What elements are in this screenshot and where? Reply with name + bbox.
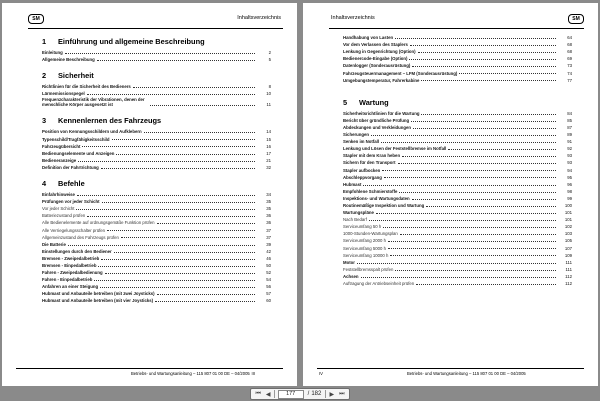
dot-leader bbox=[388, 248, 556, 249]
toc-entry[interactable] bbox=[42, 261, 271, 268]
page-separator: / bbox=[307, 391, 310, 397]
brand-logo: SM bbox=[568, 14, 584, 24]
toc-entry-title: Datenlogger (Sonderausrüstung) bbox=[343, 63, 411, 69]
toc-entry-title: Abschleppvorgang bbox=[343, 174, 382, 180]
toc-entry-title: Einstellungen durch den Bediener bbox=[42, 248, 112, 254]
toc-entry-title: Sichern für den Transport bbox=[343, 160, 396, 166]
toc-entry-page: 105 bbox=[564, 238, 572, 244]
toc-entry-title: Bedienercode-Eingabe (Option) bbox=[343, 56, 408, 62]
right-page bbox=[303, 3, 598, 386]
first-page-button[interactable]: ⏮ bbox=[255, 390, 261, 397]
toc-entry-page: 77 bbox=[567, 77, 572, 83]
toc-entry-title: Definition der Fahrtrichtung bbox=[42, 164, 99, 170]
toc-entry[interactable] bbox=[343, 109, 572, 116]
toc-entry-title: Die Batterie bbox=[42, 241, 66, 247]
toc-entry-page: 36 bbox=[266, 213, 271, 219]
header-title: Inhaltsverzeichnis bbox=[331, 15, 375, 21]
toc-entry-page: 50 bbox=[266, 262, 271, 268]
toc-entry-title: Lenkung in Gegenrichtung (Option) bbox=[343, 49, 416, 55]
toc-entry-page: 35 bbox=[266, 206, 271, 212]
toc-entry[interactable] bbox=[343, 144, 572, 151]
toc-entry-title: Anfahren an einer Steigung bbox=[42, 284, 99, 290]
toc-entry-title: Allgemeine Beschreibung bbox=[42, 57, 95, 63]
toc-entry-title: Lärmemissionspegel bbox=[42, 91, 85, 97]
toc-entry[interactable] bbox=[343, 222, 572, 229]
page-header bbox=[329, 14, 584, 29]
toc-entry-title: Sicherungen bbox=[343, 132, 370, 138]
toc-entry[interactable] bbox=[42, 134, 271, 141]
toc-entry[interactable] bbox=[42, 55, 271, 62]
dot-leader bbox=[416, 284, 556, 285]
toc-entry-page: 93 bbox=[567, 153, 572, 159]
toc-entry[interactable] bbox=[42, 48, 271, 55]
toc-entry-page: 73 bbox=[567, 63, 572, 69]
dot-leader bbox=[409, 59, 556, 60]
page-number-input[interactable]: 177 bbox=[278, 390, 304, 399]
dot-leader bbox=[388, 241, 556, 242]
toc-entry[interactable] bbox=[343, 208, 572, 215]
toc-entry[interactable] bbox=[343, 258, 572, 265]
toc-entry-page: 69 bbox=[567, 56, 572, 62]
header-title: Inhaltsverzeichnis bbox=[237, 15, 281, 21]
toc-entry-title: Einleitung bbox=[42, 50, 63, 56]
dot-leader bbox=[390, 255, 556, 256]
dot-leader bbox=[102, 202, 255, 203]
toc-entry-title: Alle Verriegelungsschalter prüfen bbox=[42, 227, 106, 233]
footer-page-number: III bbox=[251, 371, 255, 376]
brand-logo: SM bbox=[28, 14, 44, 24]
dot-leader bbox=[371, 135, 556, 136]
dot-leader bbox=[100, 287, 255, 288]
toc-entry-title: Fahren - Einpedalbetrieb bbox=[42, 277, 93, 283]
toc-entry[interactable] bbox=[343, 68, 572, 75]
toc-entry-page: 17 bbox=[266, 150, 271, 156]
toc-entry[interactable] bbox=[42, 225, 271, 232]
section-title: Einführung und allgemeine Beschreibung bbox=[58, 37, 205, 46]
table-of-contents bbox=[343, 33, 572, 286]
section-title: Wartung bbox=[359, 97, 389, 107]
toc-entry[interactable] bbox=[343, 61, 572, 68]
toc-entry[interactable] bbox=[343, 47, 572, 54]
toc-entry-page: 35 bbox=[266, 199, 271, 205]
section-number: 1 bbox=[42, 37, 47, 46]
toc-entry[interactable] bbox=[42, 296, 271, 303]
dot-leader bbox=[395, 38, 556, 39]
toc-entry[interactable] bbox=[42, 218, 271, 225]
toc-entry-title: Position von Kennungsschildern und Aufklebern bbox=[42, 129, 142, 135]
toc-entry-title: Bremsen - Einpedalbetrieb bbox=[42, 262, 97, 268]
section-number: 4 bbox=[42, 178, 47, 188]
toc-entry-page: 54 bbox=[266, 277, 271, 283]
toc-entry-title: Typenschild/Tragfähigkeitsschild bbox=[42, 136, 110, 142]
toc-entry-title: Serviceumfang 50 h bbox=[343, 224, 382, 230]
dot-leader bbox=[78, 161, 255, 162]
section-heading[interactable] bbox=[343, 94, 572, 107]
toc-entry-title: Serviceumfang 2000 h bbox=[343, 238, 386, 244]
toc-entry-page: 91 bbox=[567, 139, 572, 145]
toc-entry-page: 68 bbox=[567, 49, 572, 55]
toc-entry-page: 112 bbox=[565, 281, 572, 286]
toc-entry[interactable] bbox=[343, 201, 572, 208]
toc-entry-page: 98 bbox=[567, 188, 572, 194]
toc-entry-title: Vor dem Verlassen des Staplers bbox=[343, 42, 408, 48]
dot-leader bbox=[133, 87, 255, 88]
toc-entry-title: Hubmast und Anbauteile betreiben (mit zwei Joysticks) bbox=[42, 291, 155, 297]
section-number: 3 bbox=[42, 116, 47, 126]
toc-entry-page: 14 bbox=[266, 129, 271, 135]
dot-leader bbox=[94, 280, 255, 281]
dot-leader bbox=[87, 216, 255, 217]
dot-leader bbox=[412, 66, 556, 67]
dot-leader bbox=[101, 259, 255, 260]
footer-page-number: IV bbox=[319, 371, 323, 376]
toc-entry-title: Lenkung und Lösen der Feststellbremse im Notfall bbox=[343, 146, 447, 152]
toc-entry[interactable] bbox=[42, 275, 271, 282]
toc-entry-page: 39 bbox=[266, 241, 271, 247]
toc-entry-page: 11 bbox=[266, 101, 271, 107]
toc-entry-page: 34 bbox=[266, 192, 271, 198]
toc-entry[interactable] bbox=[42, 163, 271, 170]
toc-entry[interactable] bbox=[343, 76, 572, 83]
toc-entry-page: 102 bbox=[564, 224, 572, 230]
toc-entry-title: Handhabung von Lasten bbox=[343, 35, 394, 41]
toc-entry[interactable] bbox=[343, 272, 572, 279]
toc-entry-page: 84 bbox=[567, 110, 572, 116]
dot-leader bbox=[155, 301, 255, 302]
toc-entry[interactable] bbox=[42, 268, 271, 275]
dot-leader bbox=[413, 128, 556, 129]
toc-entry-page: 42 bbox=[266, 248, 271, 254]
dot-leader bbox=[112, 139, 256, 140]
dot-leader bbox=[448, 149, 556, 150]
toc-entry-title: Inspektions- und Wartungsdaten bbox=[343, 195, 410, 201]
page-navigator bbox=[250, 388, 350, 400]
toc-entry-page: 103 bbox=[564, 231, 572, 237]
toc-entry-page: 94 bbox=[567, 167, 572, 173]
toc-entry-page: 89 bbox=[567, 132, 572, 138]
toc-entry-title: Bedienungselemente und Anzeigen bbox=[42, 150, 115, 156]
dot-leader bbox=[157, 223, 255, 224]
toc-entry[interactable] bbox=[343, 180, 572, 187]
toc-entry-page: 52 bbox=[266, 270, 271, 276]
toc-entry[interactable] bbox=[42, 247, 271, 254]
toc-entry[interactable] bbox=[42, 233, 271, 240]
toc-entry-title: Vor jeder Schicht bbox=[42, 206, 75, 212]
toc-entry-page: 57 bbox=[266, 291, 271, 297]
toc-entry[interactable] bbox=[343, 158, 572, 165]
total-pages: 182 bbox=[311, 391, 322, 397]
dot-leader bbox=[157, 294, 255, 295]
toc-entry-title: Stapler mit dem Kran heben bbox=[343, 153, 401, 159]
toc-entry-page: 101 bbox=[564, 217, 572, 223]
dot-leader bbox=[410, 45, 556, 46]
last-page-button[interactable]: ⏭ bbox=[339, 390, 345, 397]
dot-leader bbox=[400, 234, 556, 235]
dot-leader bbox=[418, 52, 556, 53]
dot-leader bbox=[82, 146, 255, 147]
toc-entry-title: Motor bbox=[343, 259, 355, 265]
toc-entry-page: 37 bbox=[266, 227, 271, 233]
toc-entry[interactable] bbox=[42, 211, 271, 218]
toc-entry[interactable] bbox=[343, 279, 572, 286]
dot-leader bbox=[77, 195, 255, 196]
toc-entry[interactable] bbox=[42, 190, 271, 197]
section-heading[interactable] bbox=[42, 175, 271, 188]
section-title: Kennenlernen des Fahrzeugs bbox=[58, 116, 162, 126]
toc-entry-title: Fahrzeugsteuermanagement – LFM (Sonderausrüstung) bbox=[343, 70, 458, 76]
toc-entry-title: Empfohlene Schmierstoffe bbox=[343, 188, 398, 194]
dot-leader bbox=[412, 199, 556, 200]
toc-entry[interactable] bbox=[343, 54, 572, 61]
toc-entry-page: 96 bbox=[567, 181, 572, 187]
dot-leader bbox=[395, 270, 556, 271]
dot-leader bbox=[76, 209, 255, 210]
page-header bbox=[28, 14, 283, 29]
dot-leader bbox=[87, 94, 255, 95]
toc-entry[interactable] bbox=[42, 127, 271, 134]
toc-entry-page: 87 bbox=[567, 124, 572, 130]
toc-entry[interactable] bbox=[42, 82, 271, 89]
toc-entry[interactable] bbox=[42, 289, 271, 296]
toc-entry-page: 16 bbox=[266, 143, 271, 149]
toc-entry-page: 68 bbox=[567, 42, 572, 48]
dot-leader bbox=[361, 277, 556, 278]
dot-leader bbox=[459, 73, 556, 74]
toc-entry-title: Achsen bbox=[343, 273, 359, 279]
toc-entry[interactable] bbox=[343, 187, 572, 194]
toc-entry-page: 101 bbox=[564, 210, 572, 216]
dot-leader bbox=[97, 60, 255, 61]
toc-entry-title: Einfahrhinweise bbox=[42, 192, 75, 198]
dot-leader bbox=[105, 273, 255, 274]
dot-leader bbox=[144, 132, 255, 133]
toc-entry[interactable] bbox=[343, 251, 572, 258]
section-number: 5 bbox=[343, 97, 348, 107]
dot-leader bbox=[421, 114, 556, 115]
toc-entry-title: Alle Bedienelemente auf ordnungsgemäße Funktion prüfen bbox=[42, 220, 155, 226]
toc-entry-page: 111 bbox=[565, 259, 572, 265]
section-heading[interactable] bbox=[42, 67, 271, 80]
toc-entry[interactable] bbox=[42, 282, 271, 289]
dot-leader bbox=[116, 154, 255, 155]
toc-entry[interactable] bbox=[343, 40, 572, 47]
toc-entry-page: 112 bbox=[565, 273, 572, 279]
dot-leader bbox=[101, 168, 255, 169]
divider bbox=[274, 390, 275, 398]
toc-entry[interactable] bbox=[42, 240, 271, 247]
dot-leader bbox=[381, 142, 556, 143]
table-of-contents bbox=[42, 33, 271, 303]
toc-entry-page: 107 bbox=[564, 245, 572, 251]
dot-leader bbox=[369, 220, 556, 221]
toc-entry-title: Umgebungstemperatur, Fahrerkabine bbox=[343, 77, 420, 83]
toc-entry-title: Hubmast bbox=[343, 181, 362, 187]
footer-text: Betriebs- und Wartungsanleitung – 115 807 01 00 DE – 04/2005 bbox=[131, 371, 250, 376]
dot-leader bbox=[150, 105, 256, 106]
dot-leader bbox=[426, 206, 556, 207]
dot-leader bbox=[399, 192, 556, 193]
toc-entry-page: 60 bbox=[266, 298, 271, 304]
toc-entry-page: 64 bbox=[567, 35, 572, 41]
toc-entry-page: 100 bbox=[564, 202, 572, 208]
toc-entry[interactable] bbox=[343, 215, 572, 222]
viewer-toolbar bbox=[0, 387, 600, 401]
section-heading[interactable] bbox=[42, 112, 271, 125]
dot-leader bbox=[376, 213, 556, 214]
toc-entry-page: 92 bbox=[567, 146, 572, 152]
dot-leader bbox=[68, 245, 255, 246]
dot-leader bbox=[65, 53, 255, 54]
page-footer bbox=[16, 368, 283, 378]
toc-entry-page: 95 bbox=[567, 174, 572, 180]
dot-leader bbox=[384, 177, 556, 178]
left-page bbox=[2, 3, 297, 386]
toc-entry-title: Feststellbremsspalt prüfen bbox=[343, 266, 394, 272]
toc-entry[interactable] bbox=[42, 142, 271, 149]
section-heading[interactable] bbox=[42, 33, 271, 46]
toc-entry[interactable] bbox=[343, 243, 572, 250]
section-number: 2 bbox=[42, 71, 47, 81]
toc-entry-title: Stapler aufbocken bbox=[343, 167, 381, 173]
toc-entry-title: Serviceumfang 5000 h bbox=[343, 245, 386, 251]
toc-entry[interactable] bbox=[42, 254, 271, 261]
toc-entry-page: 2 bbox=[268, 50, 271, 56]
toc-entry-page: 109 bbox=[564, 252, 572, 258]
toc-entry[interactable] bbox=[42, 204, 271, 211]
dot-leader bbox=[398, 163, 556, 164]
toc-entry-title: Batteriezustand prüfen bbox=[42, 213, 86, 219]
toc-entry-title: Hubmast und Anbauteile betreiben (mit vier Joysticks) bbox=[42, 298, 154, 304]
toc-entry-title: Routinemäßige Inspektion und Wartung bbox=[343, 202, 425, 208]
toc-entry-title: Bremsen - Zweipedalbetrieb bbox=[42, 255, 100, 261]
toc-entry-page: 10 bbox=[266, 91, 271, 97]
toc-entry-page: 36 bbox=[266, 220, 271, 226]
toc-entry-page: 15 bbox=[266, 136, 271, 142]
toc-entry[interactable] bbox=[343, 173, 572, 180]
dot-leader bbox=[421, 80, 556, 81]
toc-entry-page: 8 bbox=[268, 84, 271, 90]
dot-leader bbox=[357, 263, 556, 264]
toc-entry[interactable] bbox=[42, 197, 271, 204]
toc-entry-page: 74 bbox=[567, 70, 572, 76]
toc-entry[interactable] bbox=[42, 156, 271, 163]
toc-entry-page: 56 bbox=[266, 284, 271, 290]
toc-entry-title: Nach Bedarf bbox=[343, 217, 367, 223]
dot-leader bbox=[114, 252, 255, 253]
dot-leader bbox=[107, 230, 255, 231]
toc-entry-page: 21 bbox=[266, 157, 271, 163]
dot-leader bbox=[382, 170, 556, 171]
toc-entry-title: Sicherheitsrichtlinien für die Wartung bbox=[343, 110, 420, 116]
toc-entry-page: 46 bbox=[266, 255, 271, 261]
toc-entry-title: 1000-Stunden-Wartungsplan bbox=[343, 231, 398, 237]
toc-entry[interactable] bbox=[343, 130, 572, 137]
toc-entry-page: 111 bbox=[565, 266, 572, 272]
toc-entry[interactable] bbox=[343, 165, 572, 172]
toc-entry-title: Fahren - Zweipedalbedienung bbox=[42, 270, 103, 276]
toc-entry-title: Wartungspläne bbox=[343, 210, 374, 216]
toc-entry[interactable] bbox=[42, 96, 271, 107]
section-title: Sicherheit bbox=[58, 71, 94, 81]
toc-entry[interactable] bbox=[343, 123, 572, 130]
section-title: Befehle bbox=[58, 178, 85, 188]
toc-entry[interactable] bbox=[343, 265, 572, 272]
toc-entry-title: Bedieneranzeige bbox=[42, 157, 77, 163]
toc-entry-page: 5 bbox=[268, 57, 271, 63]
toc-entry[interactable] bbox=[343, 236, 572, 243]
toc-entry[interactable] bbox=[343, 151, 572, 158]
page-footer bbox=[317, 368, 584, 378]
dot-leader bbox=[98, 266, 255, 267]
toc-entry-page: 37 bbox=[266, 234, 271, 240]
toc-entry-title: Richtlinien für die Sicherheit des Bedieners bbox=[42, 84, 131, 90]
dot-leader bbox=[411, 121, 556, 122]
previous-page-button[interactable]: ◀ bbox=[265, 391, 271, 398]
toc-entry[interactable] bbox=[42, 149, 271, 156]
dot-leader bbox=[402, 156, 556, 157]
toc-entry-title: Bericht über gründliche Prüfung bbox=[343, 117, 410, 123]
toc-entry[interactable] bbox=[343, 194, 572, 201]
toc-entry-title: Fahrzeugübersicht bbox=[42, 143, 81, 149]
spacer bbox=[343, 83, 572, 89]
toc-entry-page: 85 bbox=[567, 117, 572, 123]
toc-entry[interactable] bbox=[343, 229, 572, 236]
next-page-button[interactable]: ▶ bbox=[329, 391, 335, 398]
toc-entry[interactable] bbox=[42, 89, 271, 96]
dot-leader bbox=[121, 237, 255, 238]
toc-entry-page: 99 bbox=[567, 195, 572, 201]
toc-entry-title: Serviceumfang 10000 h bbox=[343, 252, 389, 258]
toc-entry-title: Prüfungen vor jeder Schicht bbox=[42, 199, 100, 205]
footer-text: Betriebs- und Wartungsanleitung – 115 807 01 00 DE – 04/2005 bbox=[407, 371, 526, 376]
toc-entry[interactable] bbox=[343, 137, 572, 144]
toc-entry-title: Allgemeinzustand des Fahrzeugs prüfen bbox=[42, 234, 119, 240]
toc-entry-title: Frequenzcharakteristik der Vibrationen, denen der menschliche Körper ausgesetzt ist bbox=[42, 96, 145, 107]
dot-leader bbox=[363, 185, 556, 186]
toc-entry-title: Abdeckungen und Verkleidungen bbox=[343, 124, 412, 130]
toc-entry-page: 32 bbox=[266, 164, 271, 170]
toc-entry-title: Auftragung der Antriebseinheit prüfen bbox=[343, 281, 415, 286]
toc-entry-title: Senken im Notfall bbox=[343, 139, 380, 145]
dot-leader bbox=[383, 227, 556, 228]
toc-entry-page: 93 bbox=[567, 160, 572, 166]
toc-entry[interactable] bbox=[343, 33, 572, 40]
divider bbox=[325, 390, 326, 398]
toc-entry[interactable] bbox=[343, 116, 572, 123]
